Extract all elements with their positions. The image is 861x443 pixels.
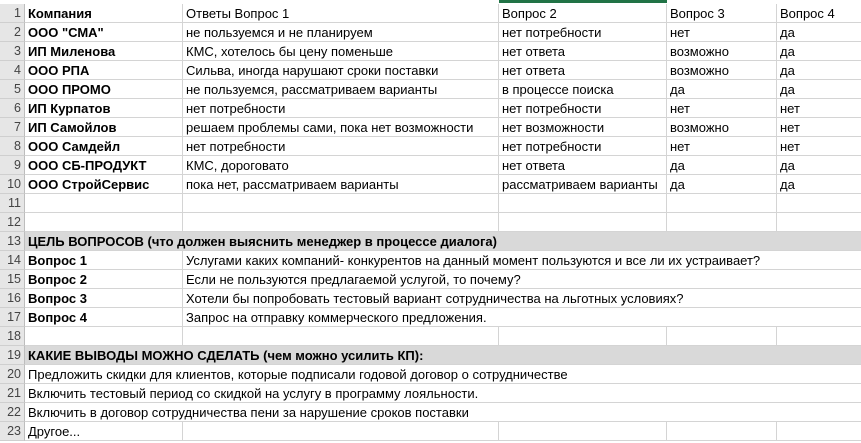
cell-answer-4[interactable]: да	[777, 61, 861, 80]
cell-company[interactable]: ИП Курпатов	[25, 99, 183, 118]
goal-label[interactable]: Вопрос 1	[25, 251, 183, 270]
empty-cell[interactable]	[183, 422, 499, 441]
cell-answer-4[interactable]: нет	[777, 99, 861, 118]
table-row	[0, 175, 861, 194]
table-row	[0, 327, 861, 346]
cell-answer-1[interactable]: КМС, хотелось бы цену поменьше	[183, 42, 499, 61]
cell-answer-2[interactable]: нет возможности	[499, 118, 667, 137]
conclusion-item[interactable]: Предложить скидки для клиентов, которые подписали годовой договор о сотрудничестве	[25, 365, 861, 384]
empty-cell[interactable]	[499, 213, 667, 232]
row-header[interactable]: 17	[0, 308, 25, 327]
row-header[interactable]: 1	[0, 4, 25, 23]
cell-answer-1[interactable]: нет потребности	[183, 137, 499, 156]
header-q2[interactable]: Вопрос 2	[499, 4, 667, 23]
cell-company[interactable]: ООО ПРОМО	[25, 80, 183, 99]
empty-cell[interactable]	[667, 213, 777, 232]
cell-company[interactable]: ООО Самдейл	[25, 137, 183, 156]
cell-company[interactable]: ООО РПА	[25, 61, 183, 80]
header-q3[interactable]: Вопрос 3	[667, 4, 777, 23]
empty-cell[interactable]	[667, 422, 777, 441]
conclusion-item[interactable]: Включить в договор сотрудничества пени за нарушение сроков поставки	[25, 403, 861, 422]
row-header[interactable]: 19	[0, 346, 25, 365]
table-row	[0, 80, 861, 99]
empty-cell[interactable]	[499, 194, 667, 213]
table-row	[0, 251, 861, 270]
section-row	[0, 232, 861, 251]
empty-cell[interactable]	[777, 194, 861, 213]
cell-company[interactable]: ИП Миленова	[25, 42, 183, 61]
row-header[interactable]: 18	[0, 327, 25, 346]
cell-answer-2[interactable]: в процессе поиска	[499, 80, 667, 99]
empty-cell[interactable]	[777, 422, 861, 441]
cell-answer-1[interactable]: пока нет, рассматриваем варианты	[183, 175, 499, 194]
row-header[interactable]: 12	[0, 213, 25, 232]
cell-answer-4[interactable]: нет	[777, 137, 861, 156]
cell-answer-4[interactable]: да	[777, 175, 861, 194]
cell-answer-4[interactable]: да	[777, 80, 861, 99]
row-header[interactable]: 22	[0, 403, 25, 422]
cell-answer-2[interactable]: нет ответа	[499, 61, 667, 80]
goals-title[interactable]: ЦЕЛЬ ВОПРОСОВ (что должен выяснить менеджер в процессе диалога)	[25, 232, 861, 251]
cell-answer-3[interactable]: возможно	[667, 42, 777, 61]
header-q4[interactable]: Вопрос 4	[777, 4, 861, 23]
row-header[interactable]: 21	[0, 384, 25, 403]
table-row	[0, 422, 861, 441]
row-header[interactable]: 13	[0, 232, 25, 251]
row-header[interactable]: 23	[0, 422, 25, 441]
table-row	[0, 384, 861, 403]
cell-answer-1[interactable]: Сильва, иногда нарушают сроки поставки	[183, 61, 499, 80]
cell-company[interactable]: ООО "СМА"	[25, 23, 183, 42]
empty-cell[interactable]	[777, 213, 861, 232]
table-row	[0, 23, 861, 42]
row-header[interactable]: 15	[0, 270, 25, 289]
row-header[interactable]: 7	[0, 118, 25, 137]
column-selection-indicator	[499, 0, 667, 3]
empty-cell[interactable]	[499, 327, 667, 346]
conclusions-title[interactable]: КАКИЕ ВЫВОДЫ МОЖНО СДЕЛАТЬ (чем можно усилить КП):	[25, 346, 861, 365]
cell-answer-3[interactable]: возможно	[667, 61, 777, 80]
empty-cell[interactable]	[25, 194, 183, 213]
empty-cell[interactable]	[667, 194, 777, 213]
empty-cell[interactable]	[667, 327, 777, 346]
cell-company[interactable]: ООО СтройСервис	[25, 175, 183, 194]
empty-cell[interactable]	[183, 213, 499, 232]
section-row	[0, 346, 861, 365]
cell-answer-4[interactable]: нет	[777, 118, 861, 137]
table-row	[0, 270, 861, 289]
empty-cell[interactable]	[777, 327, 861, 346]
row-header[interactable]: 16	[0, 289, 25, 308]
cell-answer-2[interactable]: нет потребности	[499, 23, 667, 42]
table-row	[0, 42, 861, 61]
table-row	[0, 156, 861, 175]
cell-answer-1[interactable]: решаем проблемы сами, пока нет возможности	[183, 118, 499, 137]
table-row	[0, 308, 861, 327]
empty-cell[interactable]	[25, 213, 183, 232]
cell-answer-3[interactable]: да	[667, 175, 777, 194]
header-answers-q1[interactable]: Ответы Вопрос 1	[183, 4, 499, 23]
table-row	[0, 118, 861, 137]
cell-answer-2[interactable]: нет потребности	[499, 137, 667, 156]
table-row	[0, 194, 861, 213]
cell-answer-1[interactable]: не пользуемся и не планируем	[183, 23, 499, 42]
empty-cell[interactable]	[25, 327, 183, 346]
table-row	[0, 4, 861, 23]
cell-answer-3[interactable]: да	[667, 80, 777, 99]
goal-label[interactable]: Вопрос 4	[25, 308, 183, 327]
cell-answer-3[interactable]: нет	[667, 23, 777, 42]
cell-answer-3[interactable]: нет	[667, 99, 777, 118]
conclusion-item[interactable]: Включить тестовый период со скидкой на услугу в программу лояльности.	[25, 384, 861, 403]
cell-answer-2[interactable]: нет ответа	[499, 42, 667, 61]
cell-answer-2[interactable]: нет ответа	[499, 156, 667, 175]
cell-company[interactable]: ООО СБ-ПРОДУКТ	[25, 156, 183, 175]
row-header[interactable]: 9	[0, 156, 25, 175]
conclusion-item[interactable]: Другое...	[25, 422, 183, 441]
goal-text[interactable]: Если не пользуются предлагаемой услугой, то почему?	[183, 270, 861, 289]
empty-cell[interactable]	[183, 327, 499, 346]
goal-text[interactable]: Услугами каких компаний- конкурентов на данный момент пользуются и все ли их устраивает?	[183, 251, 861, 270]
header-company[interactable]: Компания	[25, 4, 183, 23]
row-header[interactable]: 4	[0, 61, 25, 80]
cell-answer-2[interactable]: нет потребности	[499, 99, 667, 118]
goal-text[interactable]: Запрос на отправку коммерческого предложения.	[183, 308, 861, 327]
cell-answer-1[interactable]: КМС, дороговато	[183, 156, 499, 175]
empty-cell[interactable]	[499, 422, 667, 441]
row-header[interactable]: 14	[0, 251, 25, 270]
cell-answer-3[interactable]: нет	[667, 137, 777, 156]
cell-answer-4[interactable]: да	[777, 156, 861, 175]
cell-answer-3[interactable]: возможно	[667, 118, 777, 137]
empty-cell[interactable]	[183, 194, 499, 213]
cell-answer-4[interactable]: да	[777, 23, 861, 42]
row-header[interactable]: 10	[0, 175, 25, 194]
row-header[interactable]: 5	[0, 80, 25, 99]
row-header[interactable]: 8	[0, 137, 25, 156]
cell-answer-4[interactable]: да	[777, 42, 861, 61]
cell-company[interactable]: ИП Самойлов	[25, 118, 183, 137]
table-row	[0, 289, 861, 308]
table-row	[0, 403, 861, 422]
row-header[interactable]: 6	[0, 99, 25, 118]
row-header[interactable]: 3	[0, 42, 25, 61]
goal-text[interactable]: Хотели бы попробовать тестовый вариант сотрудничества на льготных условиях?	[183, 289, 861, 308]
table-row	[0, 137, 861, 156]
cell-answer-2[interactable]: рассматриваем варианты	[499, 175, 667, 194]
row-header[interactable]: 11	[0, 194, 25, 213]
row-header[interactable]: 20	[0, 365, 25, 384]
goal-label[interactable]: Вопрос 3	[25, 289, 183, 308]
cell-answer-3[interactable]: да	[667, 156, 777, 175]
goal-label[interactable]: Вопрос 2	[25, 270, 183, 289]
table-row	[0, 99, 861, 118]
cell-answer-1[interactable]: не пользуемся, рассматриваем варианты	[183, 80, 499, 99]
table-row	[0, 365, 861, 384]
table-row	[0, 61, 861, 80]
table-row	[0, 213, 861, 232]
row-header[interactable]: 2	[0, 23, 25, 42]
cell-answer-1[interactable]: нет потребности	[183, 99, 499, 118]
